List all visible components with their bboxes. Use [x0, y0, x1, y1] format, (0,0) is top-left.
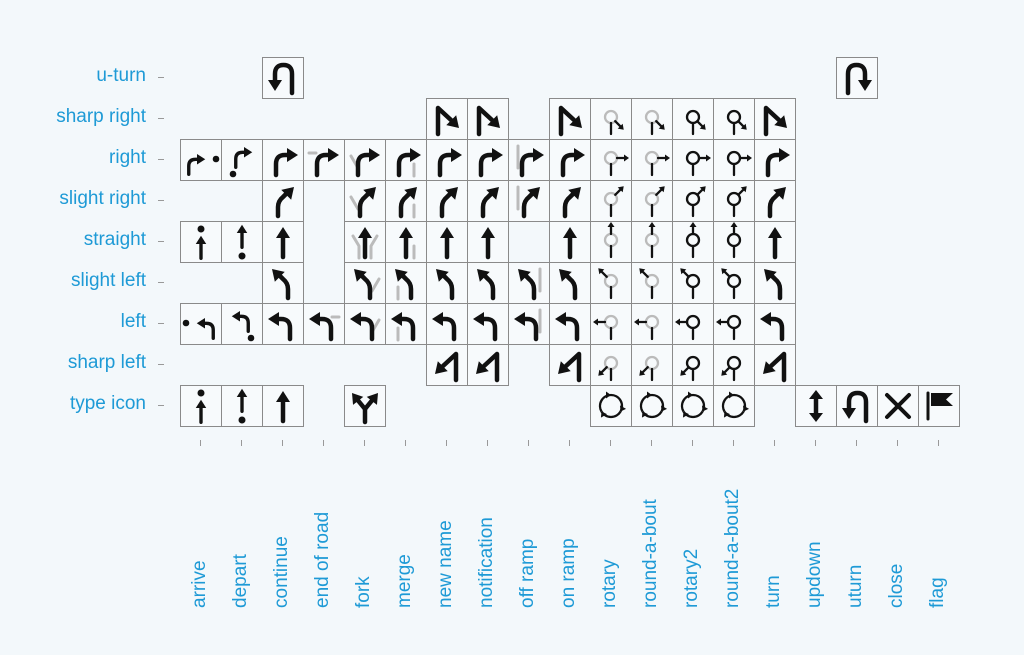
column-tick	[692, 440, 693, 446]
round-a-bout-slight-right-icon	[631, 180, 673, 222]
notification-straight-icon	[467, 221, 509, 263]
on-ramp-sharp-left-icon-glyph	[550, 345, 590, 385]
depart-left-icon	[221, 303, 263, 345]
depart-straight-icon-glyph	[222, 222, 262, 262]
column-label-notification: notification	[476, 517, 497, 608]
column-tick	[446, 440, 447, 446]
fork-right-icon	[344, 139, 386, 181]
rotary-right-icon	[590, 139, 632, 181]
turn-right-icon-glyph	[755, 140, 795, 180]
column-label-rotary2: rotary2	[681, 548, 702, 608]
turn-sharp-right-icon	[754, 98, 796, 140]
uturn-uturn-icon	[836, 57, 878, 99]
row-tick	[158, 200, 164, 201]
turn-slight-right-icon	[754, 180, 796, 222]
depart-type-icon	[221, 385, 263, 427]
depart-right-icon	[221, 139, 263, 181]
row-label-left: left	[120, 311, 146, 332]
round-a-bout-sharp-left-icon-glyph	[632, 345, 672, 385]
rotary2-left-icon	[672, 303, 714, 345]
end-of-road-right-icon	[303, 139, 345, 181]
end-of-road-left-icon-glyph	[304, 304, 344, 344]
column-label-depart: depart	[230, 554, 251, 608]
new-name-sharp-left-icon-glyph	[427, 345, 467, 385]
new-name-sharp-right-icon-glyph	[427, 99, 467, 139]
row-label-uturn: u-turn	[96, 65, 146, 86]
updown-type-icon-glyph	[796, 386, 836, 426]
rotary-sharp-right-icon-glyph	[591, 99, 631, 139]
row-label-right: right	[109, 147, 146, 168]
column-label-round-a-bout: round-a-bout	[640, 499, 661, 608]
column-tick	[282, 440, 283, 446]
fork-left-icon	[344, 303, 386, 345]
off-ramp-slight-left-icon	[508, 262, 550, 304]
column-tick	[487, 440, 488, 446]
column-label-arrive: arrive	[189, 560, 210, 608]
notification-right-icon	[467, 139, 509, 181]
rotary2-sharp-left-icon-glyph	[673, 345, 713, 385]
continue-type-icon-glyph	[263, 386, 303, 426]
fork-straight-icon	[344, 221, 386, 263]
row-tick	[158, 282, 164, 283]
on-ramp-straight-icon-glyph	[550, 222, 590, 262]
round-a-bout2-sharp-right-icon-glyph	[714, 99, 754, 139]
round-a-bout2-straight-icon-glyph	[714, 222, 754, 262]
fork-slight-right-icon	[344, 180, 386, 222]
rotary2-right-icon-glyph	[673, 140, 713, 180]
merge-slight-right-icon-glyph	[386, 181, 426, 221]
fork-straight-icon-glyph	[345, 222, 385, 262]
rotary-slight-left-icon-glyph	[591, 263, 631, 303]
new-name-straight-icon-glyph	[427, 222, 467, 262]
off-ramp-left-icon	[508, 303, 550, 345]
rotary-slight-left-icon	[590, 262, 632, 304]
rotary2-sharp-right-icon	[672, 98, 714, 140]
new-name-right-icon	[426, 139, 468, 181]
column-tick	[323, 440, 324, 446]
round-a-bout2-straight-icon	[713, 221, 755, 263]
rotary-sharp-left-icon-glyph	[591, 345, 631, 385]
column-tick	[733, 440, 734, 446]
uturn-type-icon-glyph	[837, 386, 877, 426]
on-ramp-slight-left-icon-glyph	[550, 263, 590, 303]
row-label-sharp-right: sharp right	[56, 106, 146, 127]
arrive-type-icon	[180, 385, 222, 427]
round-a-bout-right-icon-glyph	[632, 140, 672, 180]
column-label-continue: continue	[271, 536, 292, 608]
on-ramp-straight-icon	[549, 221, 591, 263]
round-a-bout-straight-icon-glyph	[632, 222, 672, 262]
fork-slight-right-icon-glyph	[345, 181, 385, 221]
close-type-icon	[877, 385, 919, 427]
round-a-bout2-slight-left-icon	[713, 262, 755, 304]
row-tick	[158, 118, 164, 119]
row-tick	[158, 323, 164, 324]
off-ramp-slight-right-icon-glyph	[509, 181, 549, 221]
on-ramp-sharp-left-icon	[549, 344, 591, 386]
round-a-bout-sharp-left-icon	[631, 344, 673, 386]
row-label-slight-left: slight left	[71, 270, 146, 291]
on-ramp-slight-right-icon	[549, 180, 591, 222]
round-a-bout2-sharp-right-icon	[713, 98, 755, 140]
continue-straight-icon	[262, 221, 304, 263]
column-tick	[528, 440, 529, 446]
column-label-uturn: uturn	[845, 564, 866, 608]
row-tick	[158, 159, 164, 160]
rotary-slight-right-icon	[590, 180, 632, 222]
depart-type-icon-glyph	[222, 386, 262, 426]
column-tick	[651, 440, 652, 446]
arrive-left-icon	[180, 303, 222, 345]
continue-slight-right-icon-glyph	[263, 181, 303, 221]
round-a-bout-sharp-right-icon-glyph	[632, 99, 672, 139]
rotary-right-icon-glyph	[591, 140, 631, 180]
rotary2-left-icon-glyph	[673, 304, 713, 344]
flag-type-icon-glyph	[919, 386, 959, 426]
column-tick	[610, 440, 611, 446]
end-of-road-right-icon-glyph	[304, 140, 344, 180]
rotary-left-icon-glyph	[591, 304, 631, 344]
rotary2-slight-right-icon-glyph	[673, 181, 713, 221]
depart-left-icon-glyph	[222, 304, 262, 344]
close-type-icon-glyph	[878, 386, 918, 426]
new-name-slight-right-icon	[426, 180, 468, 222]
column-tick	[405, 440, 406, 446]
round-a-bout2-right-icon-glyph	[714, 140, 754, 180]
continue-left-icon-glyph	[263, 304, 303, 344]
column-tick	[569, 440, 570, 446]
new-name-slight-right-icon-glyph	[427, 181, 467, 221]
arrive-straight-icon-glyph	[181, 222, 221, 262]
on-ramp-right-icon-glyph	[550, 140, 590, 180]
merge-left-icon-glyph	[386, 304, 426, 344]
round-a-bout2-left-icon-glyph	[714, 304, 754, 344]
rotary2-sharp-right-icon-glyph	[673, 99, 713, 139]
turn-sharp-right-icon-glyph	[755, 99, 795, 139]
on-ramp-sharp-right-icon-glyph	[550, 99, 590, 139]
off-ramp-right-icon-glyph	[509, 140, 549, 180]
row-label-sharp-left: sharp left	[67, 352, 146, 373]
column-tick	[815, 440, 816, 446]
notification-sharp-right-icon-glyph	[468, 99, 508, 139]
continue-type-icon	[262, 385, 304, 427]
merge-slight-right-icon	[385, 180, 427, 222]
rotary-straight-icon-glyph	[591, 222, 631, 262]
row-label-type: type icon	[69, 393, 146, 414]
on-ramp-slight-left-icon	[549, 262, 591, 304]
end-of-road-left-icon	[303, 303, 345, 345]
new-name-sharp-left-icon	[426, 344, 468, 386]
on-ramp-right-icon	[549, 139, 591, 181]
off-ramp-slight-left-icon-glyph	[509, 263, 549, 303]
continue-uturn-icon-glyph	[263, 58, 303, 98]
continue-left-icon	[262, 303, 304, 345]
column-tick	[897, 440, 898, 446]
new-name-right-icon-glyph	[427, 140, 467, 180]
notification-slight-left-icon	[467, 262, 509, 304]
merge-straight-icon	[385, 221, 427, 263]
column-label-updown: updown	[804, 541, 825, 608]
column-tick	[856, 440, 857, 446]
turn-slight-left-icon	[754, 262, 796, 304]
turn-right-icon	[754, 139, 796, 181]
turn-slight-right-icon-glyph	[755, 181, 795, 221]
notification-slight-right-icon-glyph	[468, 181, 508, 221]
rotary-type-icon-glyph	[591, 386, 631, 426]
round-a-bout-right-icon	[631, 139, 673, 181]
notification-slight-left-icon-glyph	[468, 263, 508, 303]
rotary-straight-icon	[590, 221, 632, 263]
notification-sharp-left-icon	[467, 344, 509, 386]
notification-straight-icon-glyph	[468, 222, 508, 262]
new-name-slight-left-icon-glyph	[427, 263, 467, 303]
on-ramp-slight-right-icon-glyph	[550, 181, 590, 221]
rotary2-straight-icon	[672, 221, 714, 263]
turn-straight-icon-glyph	[755, 222, 795, 262]
fork-type-icon	[344, 385, 386, 427]
notification-left-icon-glyph	[468, 304, 508, 344]
row-tick	[158, 405, 164, 406]
fork-right-icon-glyph	[345, 140, 385, 180]
uturn-uturn-icon-glyph	[837, 58, 877, 98]
column-label-off-ramp: off ramp	[517, 538, 538, 608]
column-label-close: close	[886, 563, 907, 608]
rotary2-slight-right-icon	[672, 180, 714, 222]
uturn-type-icon	[836, 385, 878, 427]
row-tick	[158, 241, 164, 242]
round-a-bout-slight-left-icon-glyph	[632, 263, 672, 303]
column-label-rotary: rotary	[599, 559, 620, 608]
column-label-merge: merge	[394, 554, 415, 608]
updown-type-icon	[795, 385, 837, 427]
on-ramp-left-icon-glyph	[550, 304, 590, 344]
round-a-bout-left-icon	[631, 303, 673, 345]
off-ramp-left-icon-glyph	[509, 304, 549, 344]
merge-right-icon	[385, 139, 427, 181]
depart-straight-icon	[221, 221, 263, 263]
arrive-straight-icon	[180, 221, 222, 263]
new-name-left-icon	[426, 303, 468, 345]
on-ramp-sharp-right-icon	[549, 98, 591, 140]
column-tick	[364, 440, 365, 446]
round-a-bout-slight-right-icon-glyph	[632, 181, 672, 221]
rotary-sharp-left-icon	[590, 344, 632, 386]
turn-left-icon-glyph	[755, 304, 795, 344]
round-a-bout-left-icon-glyph	[632, 304, 672, 344]
arrive-right-icon	[180, 139, 222, 181]
rotary2-type-icon-glyph	[673, 386, 713, 426]
new-name-sharp-right-icon	[426, 98, 468, 140]
notification-right-icon-glyph	[468, 140, 508, 180]
new-name-left-icon-glyph	[427, 304, 467, 344]
round-a-bout2-type-icon-glyph	[714, 386, 754, 426]
column-label-fork: fork	[353, 576, 374, 608]
row-tick	[158, 77, 164, 78]
round-a-bout-type-icon-glyph	[632, 386, 672, 426]
rotary2-straight-icon-glyph	[673, 222, 713, 262]
continue-straight-icon-glyph	[263, 222, 303, 262]
round-a-bout2-type-icon	[713, 385, 755, 427]
round-a-bout2-left-icon	[713, 303, 755, 345]
off-ramp-right-icon	[508, 139, 550, 181]
continue-right-icon-glyph	[263, 140, 303, 180]
depart-right-icon-glyph	[222, 140, 262, 180]
merge-right-icon-glyph	[386, 140, 426, 180]
rotary2-slight-left-icon-glyph	[673, 263, 713, 303]
turn-slight-left-icon-glyph	[755, 263, 795, 303]
rotary-slight-right-icon-glyph	[591, 181, 631, 221]
new-name-straight-icon	[426, 221, 468, 263]
rotary-type-icon	[590, 385, 632, 427]
flag-type-icon	[918, 385, 960, 427]
column-tick	[774, 440, 775, 446]
continue-slight-right-icon	[262, 180, 304, 222]
row-label-straight: straight	[83, 229, 146, 250]
round-a-bout-type-icon	[631, 385, 673, 427]
continue-right-icon	[262, 139, 304, 181]
fork-slight-left-icon	[344, 262, 386, 304]
notification-sharp-right-icon	[467, 98, 509, 140]
continue-slight-left-icon-glyph	[263, 263, 303, 303]
round-a-bout-straight-icon	[631, 221, 673, 263]
round-a-bout2-slight-right-icon-glyph	[714, 181, 754, 221]
rotary2-right-icon	[672, 139, 714, 181]
notification-slight-right-icon	[467, 180, 509, 222]
column-label-end-of-road: end of road	[312, 511, 333, 608]
row-tick	[158, 364, 164, 365]
fork-type-icon-glyph	[345, 386, 385, 426]
column-tick	[200, 440, 201, 446]
merge-left-icon	[385, 303, 427, 345]
rotary-sharp-right-icon	[590, 98, 632, 140]
fork-slight-left-icon-glyph	[345, 263, 385, 303]
column-label-new-name: new name	[435, 520, 456, 608]
round-a-bout2-slight-right-icon	[713, 180, 755, 222]
column-tick	[938, 440, 939, 446]
fork-left-icon-glyph	[345, 304, 385, 344]
arrive-right-icon-glyph	[181, 140, 221, 180]
rotary-left-icon	[590, 303, 632, 345]
continue-uturn-icon	[262, 57, 304, 99]
column-tick	[241, 440, 242, 446]
turn-left-icon	[754, 303, 796, 345]
column-label-on-ramp: on ramp	[558, 538, 579, 608]
notification-sharp-left-icon-glyph	[468, 345, 508, 385]
column-label-flag: flag	[927, 577, 948, 608]
round-a-bout-slight-left-icon	[631, 262, 673, 304]
merge-straight-icon-glyph	[386, 222, 426, 262]
merge-slight-left-icon-glyph	[386, 263, 426, 303]
round-a-bout2-right-icon	[713, 139, 755, 181]
column-label-turn: turn	[763, 575, 784, 608]
round-a-bout2-slight-left-icon-glyph	[714, 263, 754, 303]
round-a-bout2-sharp-left-icon	[713, 344, 755, 386]
rotary2-sharp-left-icon	[672, 344, 714, 386]
notification-left-icon	[467, 303, 509, 345]
column-label-round-a-bout2: round-a-bout2	[722, 488, 743, 608]
rotary2-type-icon	[672, 385, 714, 427]
merge-slight-left-icon	[385, 262, 427, 304]
row-label-slight-right: slight right	[59, 188, 146, 209]
continue-slight-left-icon	[262, 262, 304, 304]
turn-sharp-left-icon-glyph	[755, 345, 795, 385]
new-name-slight-left-icon	[426, 262, 468, 304]
off-ramp-slight-right-icon	[508, 180, 550, 222]
arrive-type-icon-glyph	[181, 386, 221, 426]
round-a-bout2-sharp-left-icon-glyph	[714, 345, 754, 385]
turn-sharp-left-icon	[754, 344, 796, 386]
round-a-bout-sharp-right-icon	[631, 98, 673, 140]
on-ramp-left-icon	[549, 303, 591, 345]
rotary2-slight-left-icon	[672, 262, 714, 304]
arrive-left-icon-glyph	[181, 304, 221, 344]
turn-straight-icon	[754, 221, 796, 263]
